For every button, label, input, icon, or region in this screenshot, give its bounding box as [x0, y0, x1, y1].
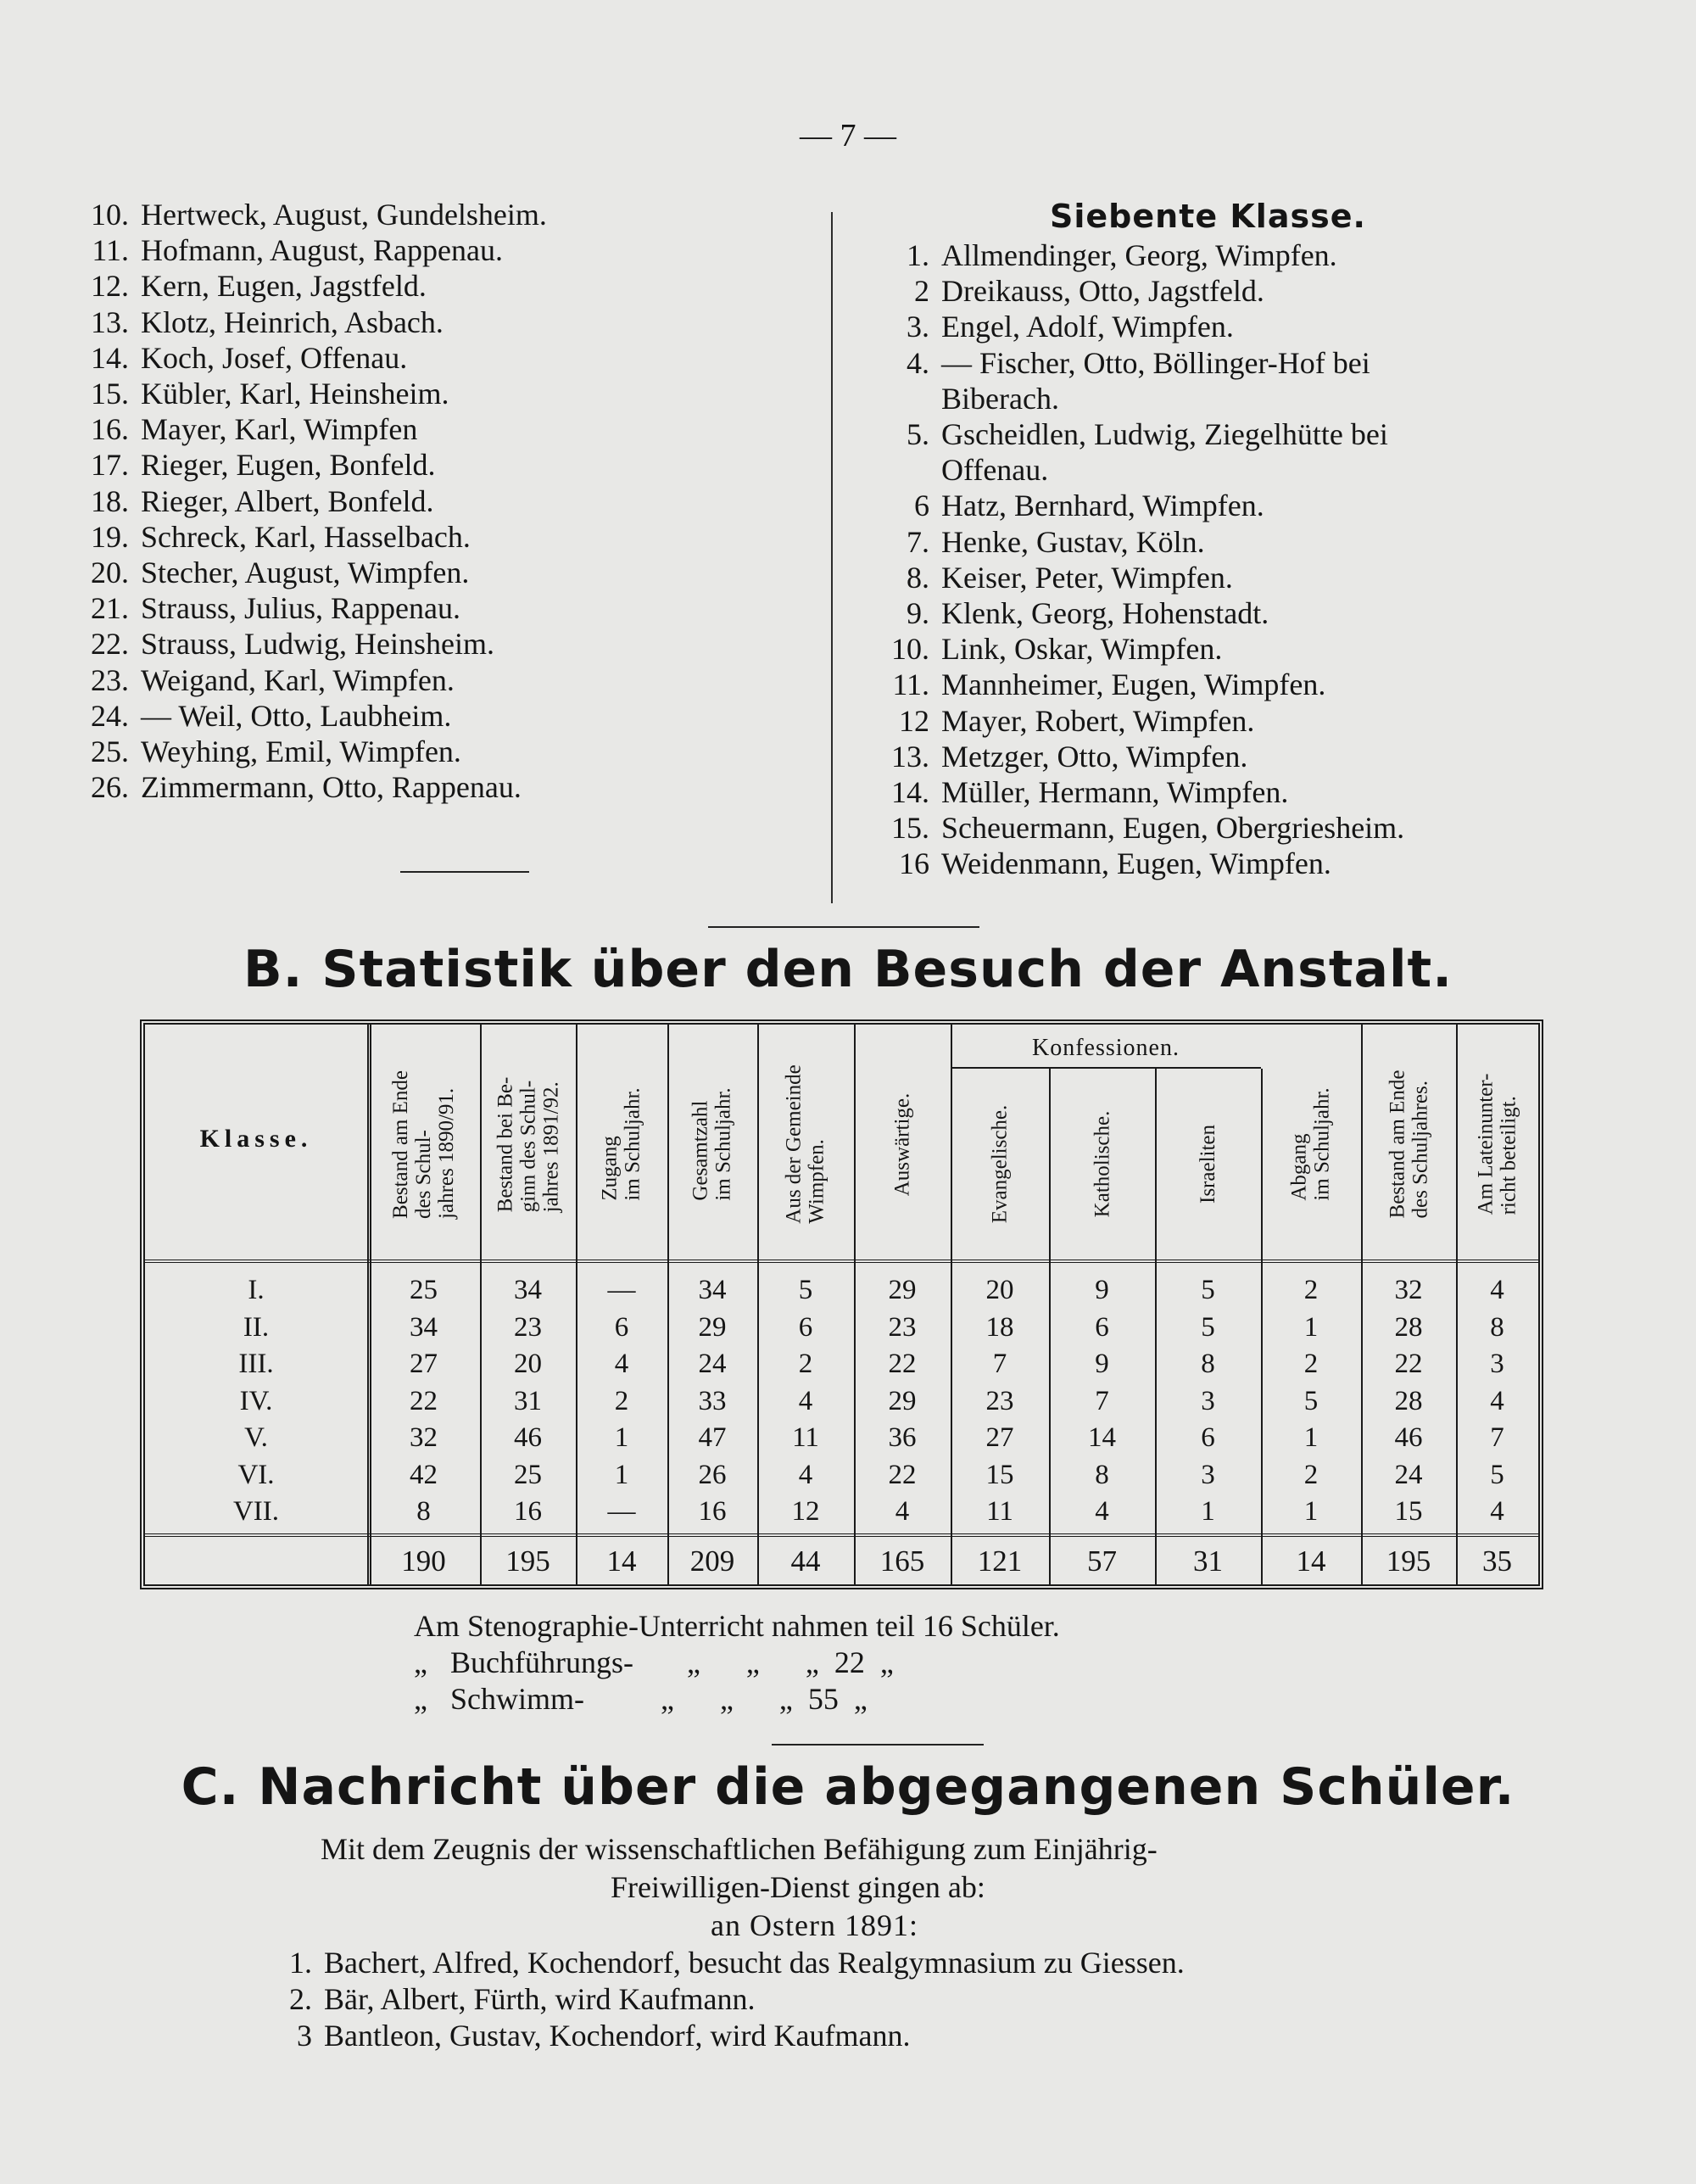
item-text: Scheuermann, Eugen, Obergriesheim.: [941, 811, 1405, 846]
list-item: [270, 1945, 1185, 1980]
item-text: Hertweck, August, Gundelsheim.: [141, 198, 547, 232]
list-item: [270, 1981, 755, 2017]
item-number: 2: [914, 274, 929, 309]
item-text: Klotz, Heinrich, Asbach.: [141, 304, 444, 339]
table-cell: 25: [410, 1275, 438, 1305]
table-cell: 18: [985, 1311, 1014, 1343]
item-number: 21.: [91, 591, 129, 626]
item-text: Schreck, Karl, Hasselbach.: [141, 519, 471, 554]
table-cell: 2: [1303, 1459, 1319, 1490]
note-line: „ Buchführungs- „ „ „ 22 „: [414, 1645, 894, 1679]
table-cell: 8: [1095, 1459, 1109, 1490]
item-number: 6: [914, 489, 929, 523]
item-text: Henke, Gustav, Köln.: [941, 524, 1205, 559]
item-number: 11.: [892, 667, 929, 702]
header-text: Bestand am Ende des Schul- jahres 1890/91.: [389, 1070, 459, 1219]
list-item: [51, 232, 503, 268]
list-item: [848, 703, 1254, 739]
section-c-subheading: an Ostern 1891:: [711, 1908, 918, 1942]
total-cell: 209: [689, 1544, 735, 1578]
item-text: Dreikauss, Otto, Jagstfeld.: [941, 274, 1264, 309]
table-cell: 4: [1095, 1496, 1109, 1527]
item-number: 7.: [907, 524, 929, 559]
table-cell: 34: [514, 1275, 542, 1305]
table-cell: 33: [698, 1385, 727, 1416]
list-item: [51, 304, 444, 340]
table-cell: 28: [1394, 1385, 1423, 1416]
total-cell: 14: [606, 1544, 637, 1578]
row-label: I.: [248, 1275, 265, 1305]
konfessionen-rule: [951, 1067, 1261, 1069]
item-text: — Weil, Otto, Laubheim.: [141, 698, 452, 733]
list-item: [848, 846, 1331, 881]
total-cell: 195: [1386, 1544, 1431, 1578]
table-cell: 1: [1303, 1422, 1319, 1453]
header-text: Evangelische.: [988, 1104, 1012, 1223]
item-number: 15.: [891, 811, 929, 846]
table-cell: 25: [514, 1459, 542, 1490]
list-item: [848, 309, 1234, 344]
item-number: 8.: [907, 560, 929, 595]
totals-rule: [145, 1533, 1538, 1537]
table-cell: 4: [614, 1349, 629, 1379]
list-item: [848, 595, 1269, 631]
item-number: 13.: [91, 304, 129, 339]
table-cell: 23: [985, 1385, 1014, 1416]
table-cell: 32: [1394, 1275, 1423, 1305]
item-number: 2.: [289, 1982, 312, 2016]
list-item: [848, 237, 1337, 273]
column-divider: [831, 212, 833, 903]
table-cell: 1: [1303, 1496, 1319, 1527]
item-text: Mannheimer, Eugen, Wimpfen.: [941, 667, 1326, 702]
table-cell: 22: [888, 1349, 917, 1379]
table-cell: 29: [698, 1311, 727, 1343]
table-cell: 22: [1394, 1349, 1423, 1379]
page-number: — 7 —: [800, 118, 896, 154]
header-text: Bestand am Ende des Schuljahres.: [1386, 1070, 1432, 1219]
table-cell: 24: [698, 1349, 727, 1379]
table-cell: 3: [1490, 1349, 1504, 1379]
table-cell: 7: [1095, 1385, 1109, 1416]
list-item: [848, 810, 1404, 846]
list-item: [51, 411, 417, 447]
list-item: [848, 345, 1370, 381]
column-header: [367, 1033, 480, 1255]
list-item: [848, 524, 1205, 560]
item-number: 16.: [91, 412, 129, 447]
item-text: Müller, Hermann, Wimpfen.: [941, 775, 1289, 809]
column-header: [951, 1072, 1049, 1255]
total-cell: 14: [1296, 1544, 1326, 1578]
item-text: Weidenmann, Eugen, Wimpfen.: [941, 846, 1331, 881]
table-cell: 27: [410, 1349, 438, 1379]
item-number: 23.: [91, 662, 129, 697]
list-item: [51, 376, 449, 411]
item-text: Hatz, Bernhard, Wimpfen.: [941, 489, 1264, 523]
item-number: 19.: [91, 519, 129, 554]
table-cell: 42: [410, 1459, 438, 1490]
item-text: Kübler, Karl, Heinsheim.: [141, 377, 449, 411]
section-b-title: B. Statistik über den Besuch der Anstalt.: [243, 940, 1453, 999]
total-cell: 31: [1193, 1544, 1223, 1578]
list-item: [51, 519, 471, 555]
item-text: Link, Oskar, Wimpfen.: [941, 632, 1223, 667]
table-cell: —: [607, 1496, 636, 1527]
table-cell: 16: [514, 1496, 542, 1527]
table-cell: 47: [698, 1422, 727, 1453]
list-item: [848, 739, 1247, 774]
total-cell: 195: [505, 1544, 550, 1578]
item-number: 14.: [91, 340, 129, 375]
table-cell: 1: [614, 1459, 629, 1490]
item-text: Allmendinger, Georg, Wimpfen.: [941, 238, 1337, 272]
column-header: [576, 1033, 667, 1255]
list-item: [51, 555, 469, 590]
table-cell: 6: [1095, 1311, 1109, 1343]
list-item: [848, 667, 1325, 702]
note-line: „ Schwimm- „ „ „ 55 „: [414, 1682, 868, 1716]
table-cell: 34: [698, 1275, 727, 1305]
item-number: 11.: [92, 233, 129, 268]
header-text: Abgang im Schuljahr.: [1288, 1087, 1335, 1201]
table-cell: 23: [514, 1311, 542, 1343]
table-cell: 4: [1490, 1385, 1504, 1416]
list-item: [51, 447, 435, 483]
list-item: [51, 197, 547, 232]
item-number: 24.: [91, 698, 129, 733]
seventh-class-heading: Siebente Klasse.: [1050, 198, 1366, 235]
item-number: 12.: [91, 269, 129, 304]
table-cell: 26: [698, 1459, 727, 1490]
item-number: 3: [297, 2019, 312, 2053]
list-item: [848, 452, 1048, 488]
table-cell: 5: [1201, 1311, 1215, 1343]
item-number: 16: [899, 846, 929, 881]
row-label: V.: [244, 1422, 268, 1453]
item-number: 26.: [91, 770, 129, 805]
item-number: 9.: [907, 596, 929, 630]
item-text: Keiser, Peter, Wimpfen.: [941, 560, 1233, 595]
item-text: Klenk, Georg, Hohenstadt.: [941, 596, 1269, 630]
table-cell: 5: [1303, 1385, 1319, 1416]
item-number: 5.: [907, 417, 929, 451]
header-rule: [145, 1260, 1538, 1263]
section-c-intro-line-2: Freiwilligen-Dienst gingen ab:: [611, 1870, 985, 1904]
item-number: 14.: [891, 775, 929, 809]
list-item: [848, 416, 1388, 452]
list-item: [848, 273, 1264, 309]
item-text: Bantleon, Gustav, Kochendorf, wird Kaufmann.: [324, 2019, 911, 2053]
table-cell: 36: [888, 1422, 917, 1453]
list-item: [51, 769, 522, 805]
column-header: [1155, 1072, 1261, 1255]
list-item: [51, 698, 451, 734]
total-cell: 57: [1087, 1544, 1117, 1578]
list-item: [51, 268, 427, 304]
column-header: [1456, 1033, 1538, 1255]
item-number: 22.: [91, 627, 129, 662]
table-cell: 11: [792, 1422, 819, 1453]
column-header: [1361, 1033, 1456, 1255]
table-cell: 23: [888, 1311, 917, 1343]
table-cell: 15: [1394, 1496, 1423, 1527]
list-item: [51, 662, 455, 698]
row-label: II.: [243, 1311, 270, 1343]
table-cell: 7: [992, 1349, 1007, 1379]
section-divider-rule: [772, 1744, 984, 1746]
item-text: Weyhing, Emil, Wimpfen.: [141, 735, 461, 768]
header-text: Gesamtzahl im Schuljahr.: [689, 1087, 736, 1201]
list-item: [51, 734, 461, 769]
table-cell: 9: [1095, 1349, 1109, 1379]
table-cell: 15: [985, 1459, 1014, 1490]
item-text: Hofmann, August, Rappenau.: [141, 233, 503, 268]
table-cell: 1: [1303, 1311, 1319, 1343]
total-cell: 190: [401, 1544, 446, 1578]
column-header: [757, 1033, 854, 1255]
item-number: 3.: [907, 310, 929, 344]
table-cell: —: [607, 1275, 636, 1305]
list-item: [51, 626, 494, 662]
statistics-table: [140, 1019, 1543, 1589]
table-cell: 46: [514, 1422, 542, 1453]
item-text: Bär, Albert, Fürth, wird Kaufmann.: [324, 1982, 756, 2016]
table-cell: 32: [410, 1422, 438, 1453]
table-cell: 4: [895, 1496, 910, 1527]
item-text: — Fischer, Otto, Böllinger-Hof bei: [941, 345, 1370, 380]
table-cell: 4: [798, 1459, 813, 1490]
item-text: Offenau.: [941, 453, 1049, 488]
list-item: [848, 488, 1264, 523]
column-header: [854, 1033, 951, 1255]
table-cell: 1: [1201, 1496, 1215, 1527]
table-cell: 22: [888, 1459, 917, 1490]
total-cell: 165: [879, 1544, 925, 1578]
item-text: Biberach.: [941, 381, 1059, 416]
table-cell: 16: [698, 1496, 727, 1527]
table-cell: 11: [986, 1496, 1013, 1527]
table-cell: 24: [1394, 1459, 1423, 1490]
header-text: Auswärtige.: [890, 1092, 914, 1196]
table-cell: 34: [410, 1311, 438, 1343]
item-number: 25.: [91, 735, 129, 768]
table-cell: 29: [888, 1275, 917, 1305]
table-cell: 8: [1201, 1349, 1215, 1379]
item-text: Bachert, Alfred, Kochendorf, besucht das Realgymnasium zu Giessen.: [324, 1946, 1185, 1980]
list-item: [51, 590, 460, 626]
row-label: IV.: [239, 1385, 273, 1416]
column-header: [480, 1033, 576, 1255]
table-cell: 2: [614, 1385, 629, 1416]
item-text: Zimmermann, Otto, Rappenau.: [141, 770, 522, 805]
list-item: [51, 483, 433, 519]
table-cell: 27: [985, 1422, 1014, 1453]
table-cell: 20: [985, 1275, 1014, 1305]
item-number: 12: [899, 703, 929, 738]
item-number: 13.: [891, 739, 929, 774]
section-c-intro-line-1: Mit dem Zeugnis der wissenschaftlichen Befähigung zum Einjährig-: [321, 1832, 1158, 1866]
item-text: Stecher, August, Wimpfen.: [141, 556, 470, 589]
header-text: Bestand bei Be- ginn des Schul- jahres 1891/92.: [494, 1076, 562, 1212]
table-cell: 2: [798, 1349, 813, 1379]
header-text: Aus der Gemeinde Wimpfen.: [783, 1064, 829, 1224]
item-text: Rieger, Eugen, Bonfeld.: [141, 448, 436, 483]
list-item: [848, 631, 1222, 667]
total-cell: 35: [1482, 1544, 1512, 1578]
list-item: [848, 381, 1059, 416]
list-item: [51, 340, 407, 376]
row-label: VI.: [237, 1459, 275, 1490]
table-cell: 5: [1201, 1275, 1215, 1305]
table-cell: 8: [416, 1496, 431, 1527]
table-cell: 5: [1490, 1459, 1504, 1490]
item-number: 15.: [91, 377, 129, 411]
table-cell: 4: [798, 1385, 813, 1416]
item-text: Engel, Adolf, Wimpfen.: [941, 310, 1234, 344]
item-number: 17.: [91, 448, 129, 483]
item-text: Kern, Eugen, Jagstfeld.: [141, 269, 427, 304]
item-number: 1.: [907, 238, 929, 272]
header-text: Zugang im Schuljahr.: [599, 1087, 645, 1201]
table-cell: 6: [798, 1311, 813, 1343]
section-c-title: C. Nachricht über die abgegangenen Schüler.: [181, 1757, 1515, 1817]
table-cell: 22: [410, 1385, 438, 1416]
table-cell: 29: [888, 1385, 917, 1416]
table-cell: 28: [1394, 1311, 1423, 1343]
table-cell: 14: [1088, 1422, 1116, 1453]
item-number: 10.: [891, 632, 929, 667]
konfessionen-label: Konfessionen.: [1032, 1035, 1180, 1061]
row-label: III.: [238, 1349, 274, 1379]
item-text: Koch, Josef, Offenau.: [141, 340, 408, 375]
table-cell: 6: [614, 1311, 629, 1343]
list-item: [848, 774, 1288, 810]
column-header: [667, 1033, 757, 1255]
item-text: Mayer, Robert, Wimpfen.: [941, 703, 1255, 738]
item-text: Strauss, Ludwig, Heinsheim.: [141, 627, 494, 662]
table-cell: 20: [514, 1349, 542, 1379]
table-cell: 7: [1490, 1422, 1504, 1453]
list-item: [848, 560, 1233, 595]
table-cell: 31: [514, 1385, 542, 1416]
total-cell: 44: [790, 1544, 821, 1578]
table-cell: 2: [1303, 1349, 1319, 1379]
row-label: VII.: [232, 1496, 280, 1527]
item-number: 18.: [91, 483, 129, 518]
item-text: Metzger, Otto, Wimpfen.: [941, 739, 1248, 774]
column-header: [1261, 1033, 1361, 1255]
table-cell: 4: [1490, 1275, 1504, 1305]
klasse-header: Klasse.: [199, 1125, 313, 1153]
note-line: Am Stenographie-Unterricht nahmen teil 16 Schüler.: [414, 1609, 1060, 1643]
table-cell: 3: [1201, 1385, 1215, 1416]
item-text: Rieger, Albert, Bonfeld.: [141, 483, 434, 518]
header-text: Katholische.: [1091, 1110, 1114, 1217]
table-cell: 6: [1201, 1422, 1215, 1453]
table-cell: 46: [1394, 1422, 1423, 1453]
table-cell: 1: [614, 1422, 629, 1453]
list-end-rule: [400, 871, 529, 873]
table-cell: 12: [791, 1496, 820, 1527]
item-text: Gscheidlen, Ludwig, Ziegelhütte bei: [941, 417, 1388, 451]
item-number: 10.: [91, 198, 129, 232]
total-cell: 121: [977, 1544, 1023, 1578]
table-cell: 5: [798, 1275, 813, 1305]
table-cell: 2: [1303, 1275, 1319, 1305]
item-text: Strauss, Julius, Rappenau.: [141, 591, 460, 626]
column-header: [1049, 1072, 1155, 1255]
table-cell: 3: [1201, 1459, 1215, 1490]
section-divider-rule: [708, 926, 979, 928]
item-number: 1.: [289, 1946, 312, 1980]
list-item: [270, 2018, 911, 2053]
item-text: Mayer, Karl, Wimpfen: [141, 412, 418, 447]
header-text: Israeliten: [1196, 1124, 1219, 1204]
item-text: Weigand, Karl, Wimpfen.: [141, 662, 455, 697]
table-cell: 9: [1095, 1275, 1109, 1305]
item-number: 20.: [91, 556, 129, 589]
table-cell: 4: [1490, 1496, 1504, 1527]
header-text: Am Lateinunter- richt beteiligt.: [1474, 1073, 1520, 1215]
table-cell: 8: [1490, 1311, 1504, 1343]
item-number: 4.: [907, 345, 929, 380]
